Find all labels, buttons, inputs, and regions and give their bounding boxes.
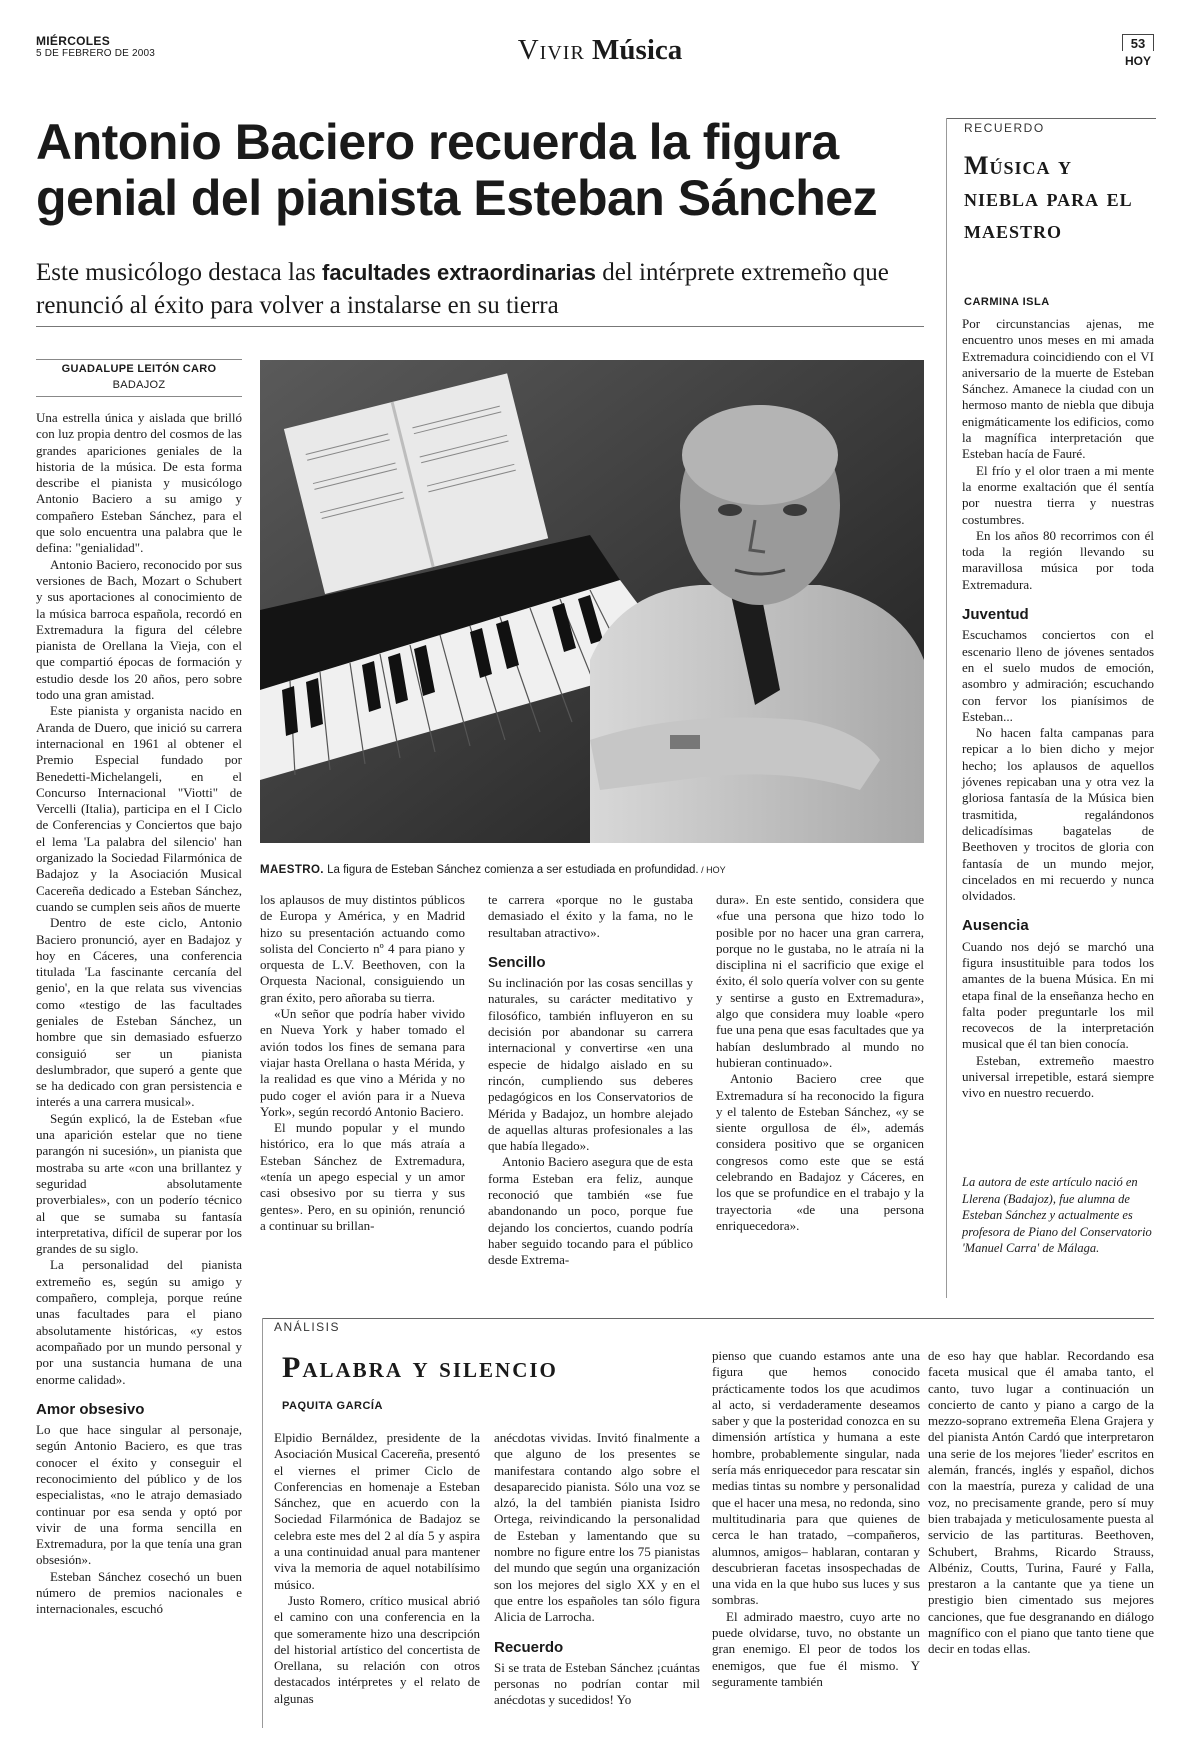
sidebar-author: CARMINA ISLA (964, 296, 1050, 308)
newspaper-name: HOY (1124, 54, 1151, 68)
paragraph: pienso que cuando estamos ante una figura que hemos conocido prácticamente todos los que acudimos al acto, si verdaderamente deseamos saber y que la posteridad conozca en su dimensión artística y humana a este hombre, probablemente singular, nada sería más enriquecedor para rescatar sin medias tintas su nombre y personalidad que el hacer una mesa, no redonda, sino multitudinaria para que quienes de cerca le han tratado, –compañeros, alumnos, amigos– hablaran, contaran y descubrieran facetas insospechadas de una vida en la que hubo sus luces y sus sombras. (712, 1348, 920, 1608)
analysis-rule-top (262, 1318, 1154, 1319)
byline-rule-bottom (36, 396, 242, 397)
paragraph: Elpidio Bernáldez, presidente de la Asociación Musical Cacereña, presentó el viernes el primer Ciclo de Conferencias en homenaje a Esteban Sánchez, que en acuerdo con la Sociedad Filarmónica de Badajoz se celebra este mes del 2 al día 5 y aspira a una continuidad anual para mantener viva la memoria de aquel notabilísimo músico. (274, 1430, 480, 1592)
paragraph: El admirado maestro, cuyo arte no puede olvidarse, tuvo, no obstante un gran enemigo. El peor de todos los enemigos, que fue él mismo. Y seguramente también (712, 1608, 920, 1689)
paragraph: No hacen falta campanas para repicar a lo bien dicho y mejor hecho; los aplausos de aquellos jóvenes repicaban una y otra vez la gloriosa fantasía de la Música bien trasmitida, regalándonos delicadísimas bagatelas de Beethoven y trocitos de gloria con fantasía de un mundo mejor, cincelados en mi recuerdo y nunca olvidados. (962, 725, 1154, 904)
paragraph: de eso hay que hablar. Recordando esa faceta musical que él amaba tanto, el canto, tuvo lugar a continuación un concierto de canto y piano a cargo de la mezzo-soprano extremeña Elena Grajera y del pianista Antón Cardó que interpretaron una serie de los mejores 'lieder' escritos en alemán, francés, inglés y español, dichos con la maestría, pureza y calidad de una voz, no precisamente grande, pero sí muy bien trabajada y meticulosamente puesta al servicio de las partituras. Beethoven, Schubert, Brahms, Ricardo Strauss, Albéniz, Coutts, Turina, Fauré y Falla, prestaron a la cantante que ya tiene un prestigio bien cimentado sus mejores canciones, que fue desgranando en diálogo magnífico con el piano que tanto tiene que decir en todas ellas. (928, 1348, 1154, 1657)
headline-divider (36, 326, 924, 327)
subhead-part-1: Este musicólogo destaca las (36, 259, 323, 286)
article-column-1 (36, 410, 242, 1618)
article-subheading: Amor obsesivo (36, 1400, 145, 1418)
paragraph: dura». En este sentido, considera que «fue una persona que hizo todo lo posible por no hacer una gran carrera, porque no le gustaba, no le atraía ni la disciplina ni el sacrificio que exige el éxito, él solo quería volver con su gente y sentirse a gusto en Extremadura», algo que considera muy loable «pero fue una pena que esas facultades que ya habían deslumbrado al mundo no hubieran continuado». (716, 892, 924, 1070)
paragraph: te carrera «porque no le gustaba demasiado el éxito y la fama, no le resultaban atractivo». (488, 892, 693, 940)
sidebar-subheading: Ausencia (962, 917, 1029, 935)
wristwatch (670, 735, 700, 749)
analysis-column-3 (712, 1348, 920, 1690)
header-day: MIÉRCOLES (36, 34, 111, 48)
paragraph: Su inclinación por las cosas sencillas y naturales, su carácter meditativo y filosófico, también influyeron en su decisión por abandonar su carrera internacional y convertirse «en una especie de hidalgo aislado en su rincón, cumpliendo sus deberes pedagógicos en los Conservatorios de Mérida y Badajoz, un hombre alejado de aquellas alturas profesionales a las que había llegado». (488, 975, 693, 1154)
paragraph: Escuchamos conciertos con el escenario lleno de jóvenes sentados en el suelo mudos de emoción, asombro y admiración; escuchando con fervor los pianísimos de Esteban... (962, 627, 1154, 724)
paragraph: los aplausos de muy distintos públicos de Europa y América, y en Madrid hizo su presentación actuando como solista del Concierto nº 4 para piano y orquesta de L.V. Beethoven, con la Orquesta Nacional, consiguiendo un gran éxito, pero añoraba su tierra. (260, 892, 465, 1005)
sidebar-title: Música y niebla para el maestro (964, 151, 1133, 244)
caption-credit: / HOY (698, 865, 726, 875)
paragraph: Cuando nos dejó se marchó una figura insustituible para todos los amantes de la buena Música. En mi etapa final de la enseñanza hecho en falta poder preguntarle los mil recovecos de la interpretación musical que él tan bien conocía. (962, 938, 1154, 1052)
paragraph: Antonio Baciero, reconocido por sus versiones de Bach, Mozart o Schubert y sus aportaciones al conocimiento de la música barroca española, recordó en Extremadura la figura del célebre pianista de Orellana la Vieja, con el que compartió épocas de formación y estudio desde los 20 años, pero sobre todo una gran amistad. (36, 556, 242, 703)
paragraph: Según explicó, la de Esteban «fue una aparición estelar que no tiene parangón ni sucesión», un pianista que mostraba su arte «con una brillantez y seguridad absolutamente proverbiales», con un poderío técnico al que se sumaba su fantasía interpretativa, difícil de superar por los grandes de su siglo. (36, 1110, 242, 1257)
analysis-column-2 (494, 1430, 700, 1709)
paragraph: Este pianista y organista nacido en Aranda de Duero, que inició su carrera internacional en 1961 al obtener el Premio Especial fundado por Benedetti-Michelangeli, en el Concurso Internacional "Viotti" de Vercelli (Italia), participa en el I Ciclo de Conferencias y Conciertos que bajo el lema 'La palabra del silencio' han organizado la Sociedad Filarmónica de Badajoz y la Asociación Musical Cacereña dedicado a Esteban Sánchez, cuando se cumplen seis años de muerte (36, 703, 242, 914)
analysis-column-1 (274, 1430, 480, 1707)
analysis-title: Palabra y silencio (282, 1351, 558, 1384)
paragraph: En los años 80 recorrimos con él toda la región llevando su maravillosa música por toda Extremadura. (962, 527, 1154, 592)
analysis-author: PAQUITA GARCÍA (282, 1400, 383, 1412)
analysis-rule-left (262, 1318, 263, 1728)
paragraph: Justo Romero, crítico musical abrió el camino con una conferencia en la que someramente hizo una descripción del historial artístico del concertista de Orellana, su relación con otros destacados intérpretes y el relato de algunas (274, 1592, 480, 1706)
analysis-subheading: Recuerdo (494, 1638, 564, 1656)
section-prefix: Vivir (517, 34, 585, 66)
subhead-bold: facultades extraordinarias (322, 260, 596, 285)
photo-caption (260, 864, 924, 876)
sidebar-kicker: RECUERDO (964, 121, 1045, 135)
pianist-photo (260, 360, 924, 843)
section-title (0, 34, 1200, 67)
paragraph: «Un señor que podría haber vivido en Nueva York y haber tomado el avión todos los fines de semana para viajar hasta Orellana o hasta Mérida, y la realidad es que vino a Mérida y no pudo coger el avión para ir a Nueva York», según recordó Antonio Baciero. (260, 1006, 465, 1119)
byline-author: GUADALUPE LEITÓN CARO (61, 363, 217, 375)
paragraph: Esteban, extremeño maestro universal irrepetible, estará siempre vivo en nuestro recuerdo. (962, 1052, 1154, 1101)
sidebar-rule-left (946, 118, 947, 1298)
paragraph: Antonio Baciero asegura que de esta forma Esteban era feliz, aunque reconoció que también «se fue abandonando un poco, porque fue dejando los conciertos, cuando podría haber seguido tocando para el público desde Extrema- (488, 1154, 693, 1268)
article-subhead (36, 256, 936, 322)
analysis-column-4 (928, 1348, 1154, 1658)
paragraph: anécdotas vividas. Invitó finalmente a que alguno de los presentes se manifestara contando algo sobre el desaparecido pianista. Sólo una voz se alzó, la del también pianista Isidro Ortega, reivindicando la personalidad de Esteban y lamentando que su nombre no figure entre los 75 pianistas del mundo que según una organización son los mejores del siglo XX y en el que entre los españoles tan sólo figura Alicia de Larrocha. (494, 1430, 700, 1625)
byline-location: BADAJOZ (112, 379, 166, 391)
sidebar-rule-top (946, 118, 1156, 119)
paragraph: Si se trata de Esteban Sánchez ¡cuántas personas no podrían contar mil anécdotas y sucedidos! Yo (494, 1659, 700, 1708)
caption-lead: MAESTRO. (260, 864, 324, 876)
analysis-kicker: ANÁLISIS (274, 1320, 341, 1334)
paragraph: La personalidad del pianista extremeño es, según su amigo y compañero, compleja, porque reúne unas facultades para el piano absolutamente históricas, «y estos acompañado por un mundo personal y por una sustancia humana de una enorme calidad». (36, 1257, 242, 1387)
page-number: 53 (1122, 34, 1154, 51)
byline-rule-top (36, 359, 242, 360)
paragraph: Esteban Sánchez cosechó un buen número de premios nacionales e internacionales, escuchó (36, 1568, 242, 1617)
paragraph: Una estrella única y aislada que brilló con luz propia dentro del cosmos de las grandes apariciones geniales de la historia de la música. De esta forma describe el pianista y musicólogo Antonio Baciero a su amigo y compañero Esteban Sánchez, para el que solo encuentra una palabra que le defina: "genialidad". (36, 410, 242, 556)
subhead-part-2: del intérprete extremeño que renunció al éxito para volver a instalarse en su tierra (36, 259, 889, 319)
paragraph: Lo que hace singular al personaje, según Antonio Baciero, es que tras conocer el éxito y conseguir el reconocimiento del público y de los especialistas, «no le atrajo demasiado continuar por esa senda y optó por vivir de una forma sencilla en Extremadura, por la que tenía una gran obsesión». (36, 1422, 242, 1568)
paragraph: Por circunstancias ajenas, me encuentro unos meses en mi amada Extremadura coincidiendo con el VI aniversario de la muerte de Esteban Sánchez. Amanece la ciudad con un hermoso manto de niebla que dibuja enigmáticamente los edificios, como la magnífica interpretación que Esteban hacía de Fauré. (962, 316, 1154, 462)
paragraph: El frío y el olor traen a mi mente la enorme exaltación que él sentía por nuestra tierra y nuestras costumbres. (962, 462, 1154, 527)
article-column-2 (260, 892, 465, 1234)
paragraph: Dentro de este ciclo, Antonio Baciero pronunció, ayer en Badajoz y hoy en Cáceres, una conferencia titulada 'La fascinante cercanía del genio', en la que relata sus vivencias como «testigo de las facultades geniales de Esteban Sánchez, un hombre que sin demasiado esfuerzo consiguió ser un pianista deslumbrador, que superó a gente que se ha dedicado con gran persistencia e interés a una carrera musical». (36, 915, 242, 1110)
article-column-3 (488, 892, 693, 1269)
sidebar-subheading: Juventud (962, 606, 1029, 624)
paragraph: El mundo popular y el mundo histórico, era lo que más atraía a Esteban Sánchez de Extremadura, «tenía un apego especial y un amor casi obsesivo por su tierra y sus gentes». Pero, en su opinión, renunció a continuar su brillan- (260, 1120, 465, 1233)
article-subheading: Sencillo (488, 953, 546, 971)
paragraph: Antonio Baciero cree que Extremadura sí ha reconocido la figura y el talento de Esteban Sánchez, «y se siente orgullosa de él», además considera positivo que se organicen congresos como este que se está celebrando en Badajoz y Cáceres, en los que se profundice en el trabajo y la trayectoria «de una persona enriquecedora». (716, 1071, 924, 1233)
sidebar-text (962, 316, 1154, 1102)
caption-text: La figura de Esteban Sánchez comienza a ser estudiada en profundidad. (323, 864, 699, 876)
article-column-4 (716, 892, 924, 1234)
section-name: Música (592, 34, 683, 66)
photo-illustration (260, 360, 924, 843)
article-headline: Antonio Baciero recuerda la figura genial del pianista Esteban Sánchez (36, 114, 878, 226)
author-note: La autora de este artículo nació en Llerena (Badajoz), fue alumna de Esteban Sánchez y actualmente es profesora de Piano del Conservatorio 'Manuel Carra' de Málaga. (962, 1175, 1152, 1255)
header-date: 5 DE FEBRERO DE 2003 (36, 48, 156, 59)
